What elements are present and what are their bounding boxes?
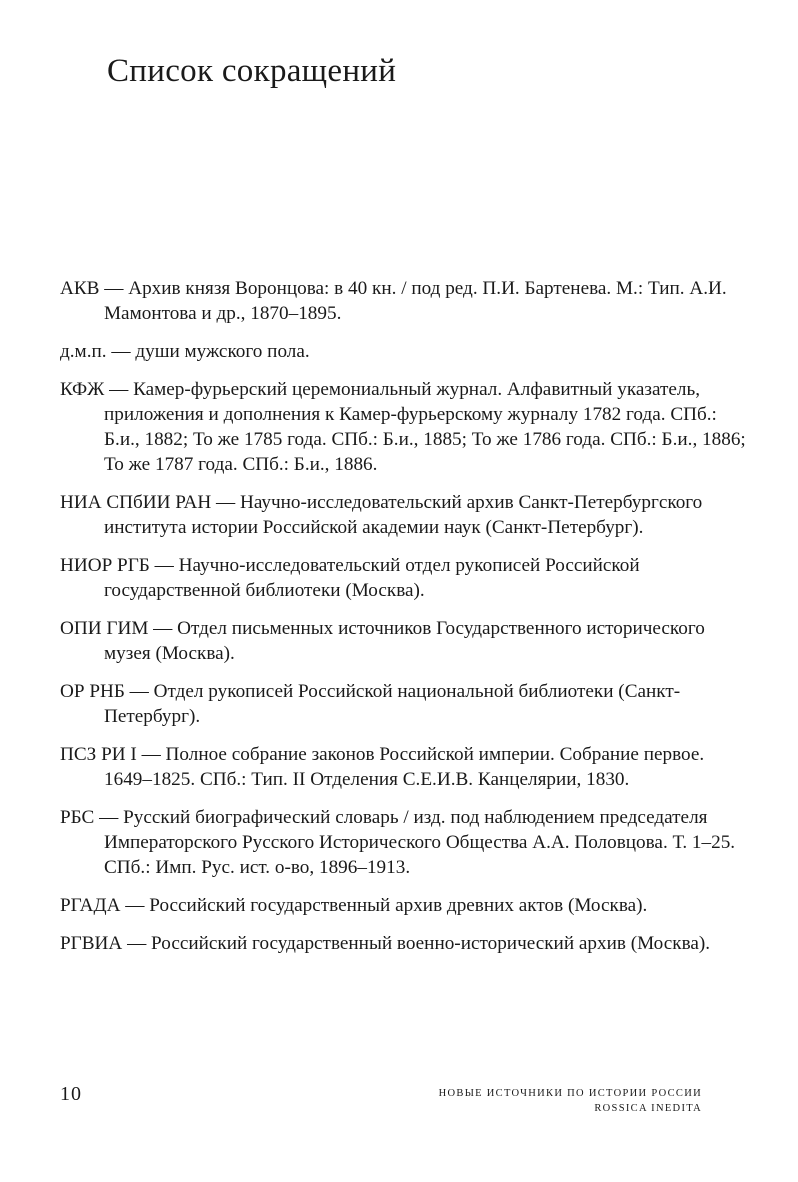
abbreviations-list — [60, 276, 750, 969]
running-head-series: НОВЫЕ ИСТОЧНИКИ ПО ИСТОРИИ РОССИИ — [438, 1088, 702, 1099]
abbreviation-entry: АКВ — Архив князя Воронцова: в 40 кн. / под ред. П.И. Бартенева. М.: Тип. А.И. Мамонтова и др., 1870–1895. — [60, 278, 727, 324]
abbreviation-entry: д.м.п. — души мужского пола. — [60, 341, 310, 362]
abbreviation-entry: НИОР РГБ — Научно-исследовательский отдел рукописей Российской государственной библиотеки (Москва). — [60, 555, 640, 601]
page-title: Список сокращений — [107, 53, 397, 89]
running-head — [439, 1086, 702, 1116]
running-head-imprint: ROSSICA INEDITA — [594, 1103, 702, 1114]
abbreviation-entry: РГВИА — Российский государственный военно-исторический архив (Москва). — [60, 933, 711, 954]
abbreviation-entry: ОПИ ГИМ — Отдел письменных источников Государственного исторического музея (Москва). — [60, 618, 705, 664]
abbreviation-entry: НИА СПбИИ РАН — Научно-исследовательский архив Санкт-Петербургского института истории Российской академии наук (Санкт-Петербург). — [60, 492, 703, 538]
abbreviation-entry: ПСЗ РИ I — Полное собрание законов Российской империи. Собрание первое. 1649–1825. СПб.: Тип. II Отделения С.Е.И.В. Канцелярии, 1830. — [60, 744, 705, 790]
abbreviation-entry: КФЖ — Камер-фурьерский церемониальный журнал. Алфавитный указатель, приложения и дополнения к Камер-фурьерскому журналу 1782 года. СПб.: Б.и., 1882; То же 1785 года. СПб.: Б.и., 1885; То же 1786 года. СПб.: Б.и., 1886; То же 1787 года. СПб.: Б.и., 1886. — [60, 379, 746, 475]
page-number: 10 — [60, 1083, 82, 1105]
abbreviation-entry: РГАДА — Российский государственный архив древних актов (Москва). — [60, 895, 648, 916]
abbreviation-entry: ОР РНБ — Отдел рукописей Российской национальной библиотеки (Санкт-Петербург). — [60, 681, 681, 727]
abbreviation-entry: РБС — Русский биографический словарь / изд. под наблюдением председателя Императорского Русского Исторического Общества А.А. Половцова. Т. 1–25. СПб.: Имп. Рус. ист. о-во, 1896–1913. — [60, 807, 736, 878]
